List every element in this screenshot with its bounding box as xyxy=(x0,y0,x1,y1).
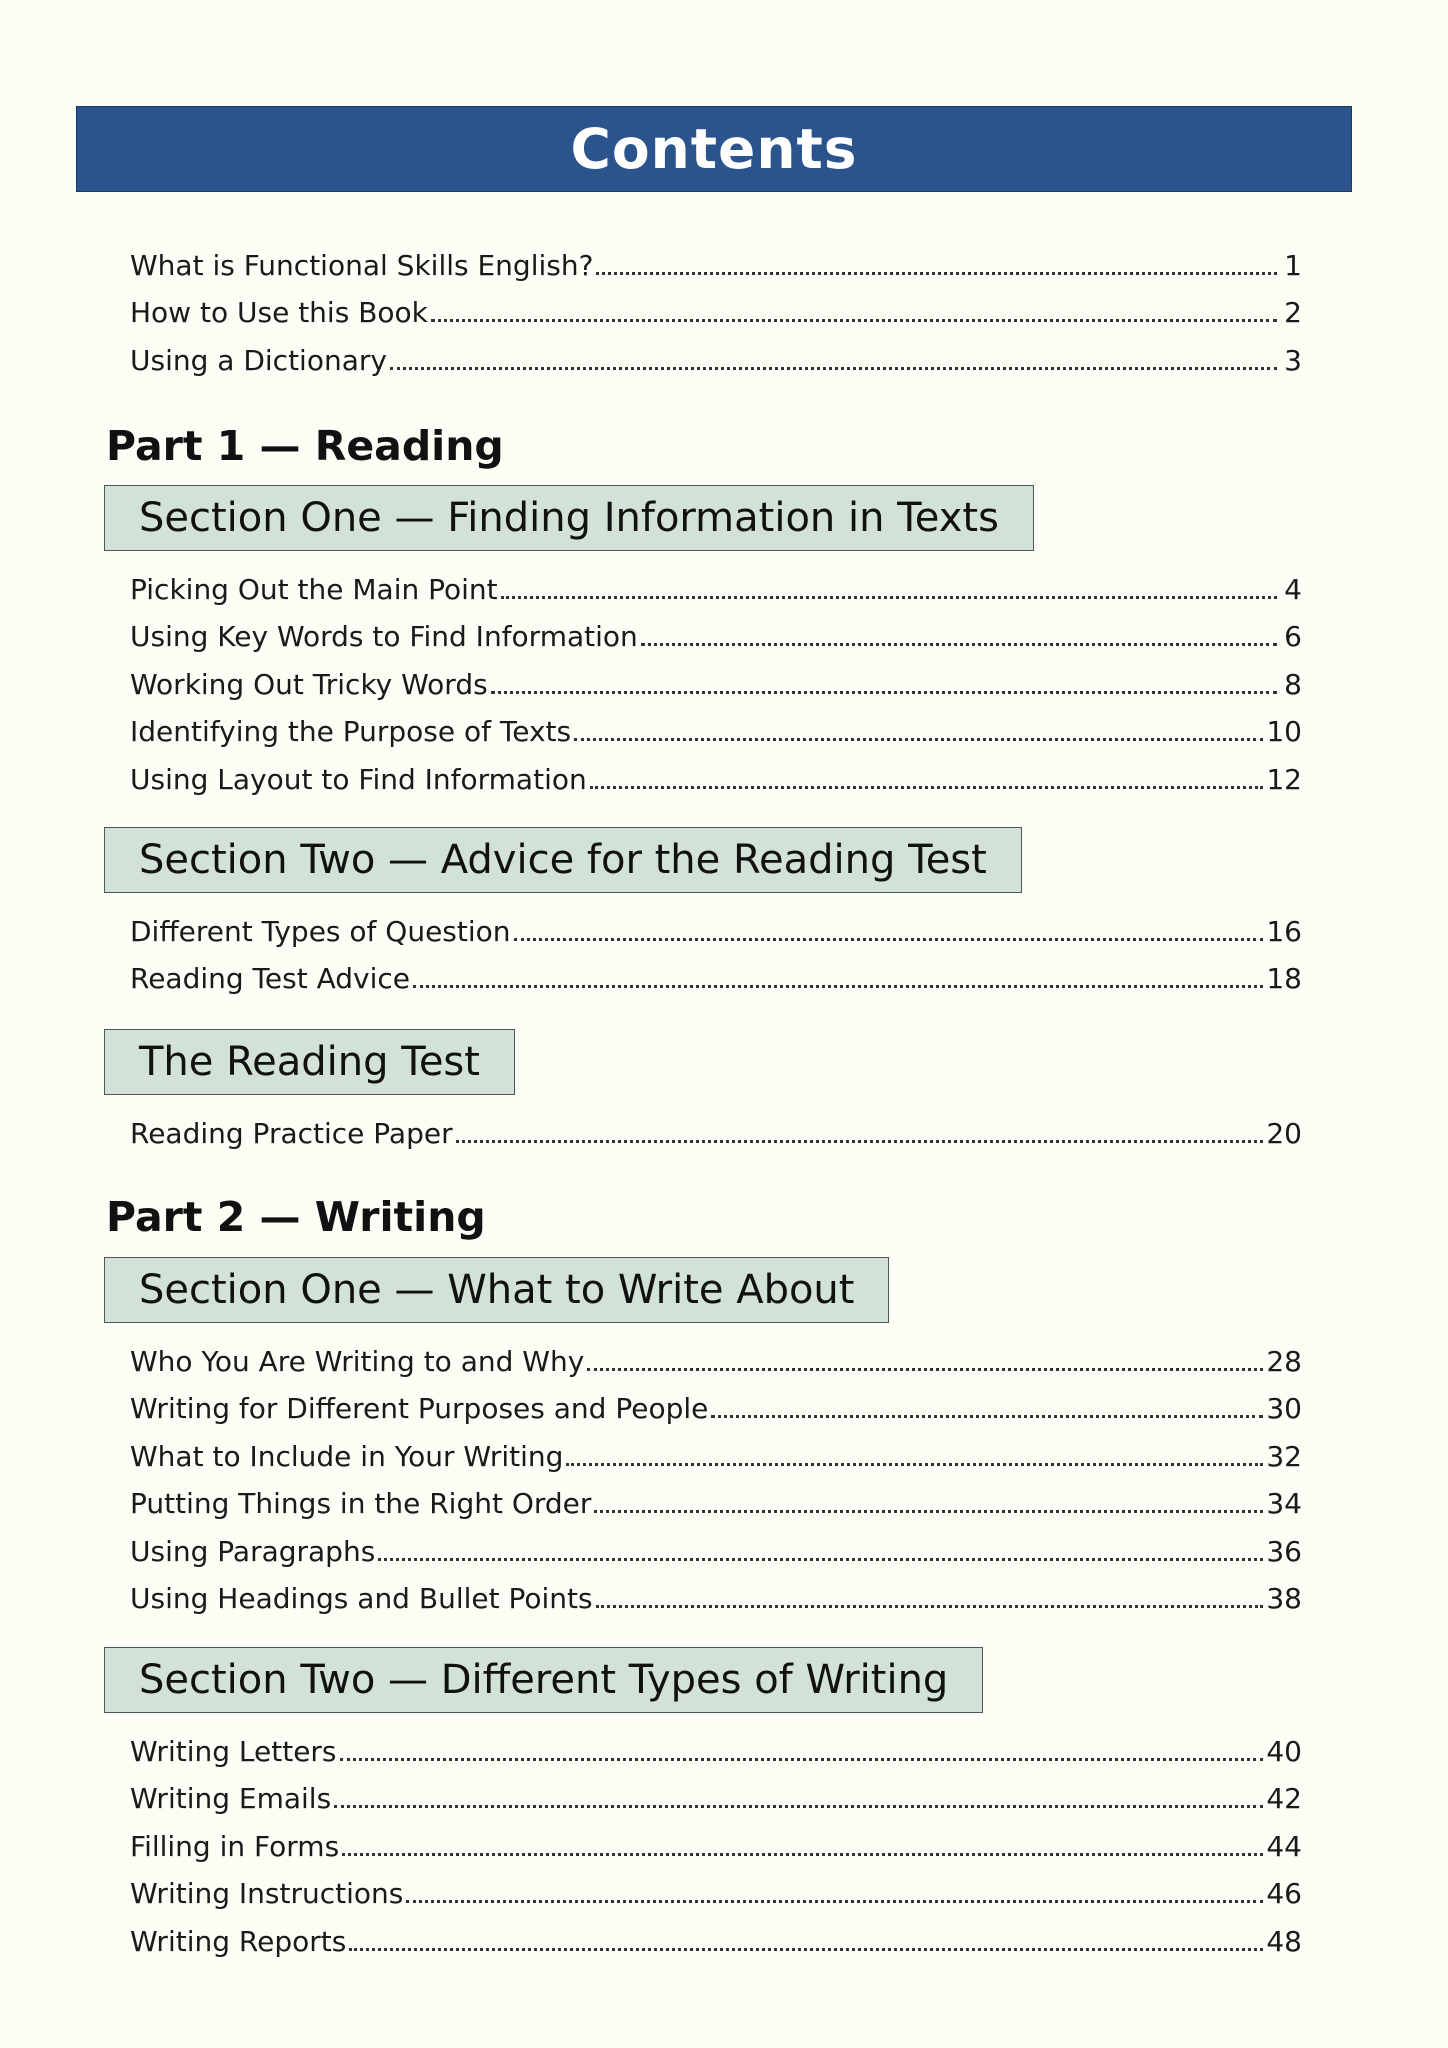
section-entries xyxy=(130,560,1302,798)
section-entries xyxy=(130,902,1302,997)
entry-page: 8 xyxy=(1284,667,1302,701)
entry-page: 6 xyxy=(1284,620,1302,653)
toc-entry[interactable] xyxy=(130,1104,1302,1152)
entry-page: 42 xyxy=(1266,1782,1302,1815)
entry-page: 16 xyxy=(1266,914,1302,948)
entry-page: 2 xyxy=(1284,296,1302,329)
entry-page: 3 xyxy=(1284,343,1302,377)
intro-entries xyxy=(130,236,1302,379)
section-entries xyxy=(130,1722,1302,1960)
toc-entry[interactable] xyxy=(130,1332,1302,1380)
entry-title: Writing Letters xyxy=(130,1734,337,1768)
section-entries xyxy=(130,1332,1302,1617)
dot-leader xyxy=(596,272,1277,275)
entry-title: Writing for Different Purposes and People xyxy=(130,1392,709,1425)
toc-entry[interactable] xyxy=(130,1770,1302,1818)
entry-page: 48 xyxy=(1266,1924,1302,1958)
entry-title: Identifying the Purpose of Texts xyxy=(130,715,572,748)
dot-leader xyxy=(378,1558,1263,1561)
dot-leader xyxy=(587,1368,1263,1371)
entry-page: 44 xyxy=(1266,1829,1302,1863)
toc-entry[interactable] xyxy=(130,1570,1302,1618)
entry-title: Writing Instructions xyxy=(130,1877,404,1910)
dot-leader xyxy=(566,1463,1263,1466)
dot-leader xyxy=(413,985,1263,988)
toc-entry[interactable] xyxy=(130,1522,1302,1570)
part-heading: Part 1 — Reading xyxy=(106,422,504,470)
toc-entry[interactable] xyxy=(130,1722,1302,1770)
entry-page: 1 xyxy=(1284,248,1302,282)
dot-leader xyxy=(574,738,1263,741)
section-heading: The Reading Test xyxy=(104,1029,515,1095)
toc-entry[interactable] xyxy=(130,1817,1302,1865)
dot-leader xyxy=(514,938,1264,941)
entry-title: Who You Are Writing to and Why xyxy=(130,1344,585,1378)
toc-entry[interactable] xyxy=(130,284,1302,332)
entry-page: 12 xyxy=(1266,762,1302,796)
entry-title: Putting Things in the Right Order xyxy=(130,1487,592,1520)
entry-title: What is Functional Skills English? xyxy=(130,248,594,282)
dot-leader xyxy=(641,643,1277,646)
dot-leader xyxy=(342,1853,1263,1856)
toc-entry[interactable] xyxy=(130,560,1302,608)
entry-page: 10 xyxy=(1266,715,1302,748)
toc-entry[interactable] xyxy=(130,1380,1302,1428)
entry-page: 32 xyxy=(1266,1439,1302,1473)
toc-entry[interactable] xyxy=(130,950,1302,998)
dot-leader xyxy=(594,1510,1263,1513)
dot-leader xyxy=(491,691,1277,694)
toc-entry[interactable] xyxy=(130,655,1302,703)
entry-page: 34 xyxy=(1266,1487,1302,1520)
entry-title: Using Layout to Find Information xyxy=(130,762,587,796)
toc-entry[interactable] xyxy=(130,236,1302,284)
dot-leader xyxy=(431,319,1277,322)
toc-entry[interactable] xyxy=(130,608,1302,656)
entry-title: What to Include in Your Writing xyxy=(130,1439,564,1473)
dot-leader xyxy=(334,1805,1263,1808)
dot-leader xyxy=(406,1900,1263,1903)
entry-title: Using Headings and Bullet Points xyxy=(130,1582,593,1615)
entry-page: 38 xyxy=(1266,1582,1302,1615)
toc-entry[interactable] xyxy=(130,1912,1302,1960)
toc-entry[interactable] xyxy=(130,1427,1302,1475)
entry-title: Working Out Tricky Words xyxy=(130,667,488,701)
dot-leader xyxy=(501,596,1277,599)
toc-entry[interactable] xyxy=(130,750,1302,798)
entry-title: Writing Reports xyxy=(130,1924,347,1958)
entry-title: Writing Emails xyxy=(130,1782,332,1815)
entry-page: 20 xyxy=(1266,1116,1302,1150)
entry-title: Reading Practice Paper xyxy=(130,1116,453,1150)
entry-title: Using a Dictionary xyxy=(130,343,387,377)
dot-leader xyxy=(390,367,1277,370)
toc-entry[interactable] xyxy=(130,1865,1302,1913)
section-heading: Section Two — Different Types of Writing xyxy=(104,1647,983,1713)
toc-entry[interactable] xyxy=(130,703,1302,751)
toc-entry[interactable] xyxy=(130,1475,1302,1523)
part-heading: Part 2 — Writing xyxy=(106,1193,486,1241)
section-entries xyxy=(130,1104,1302,1152)
dot-leader xyxy=(590,786,1264,789)
entry-page: 18 xyxy=(1266,962,1302,995)
page-title: Contents xyxy=(570,117,858,181)
entry-page: 40 xyxy=(1266,1734,1302,1768)
toc-entry[interactable] xyxy=(130,331,1302,379)
section-heading: Section One — Finding Information in Texts xyxy=(104,485,1034,551)
entry-page: 30 xyxy=(1266,1392,1302,1425)
dot-leader xyxy=(711,1415,1263,1418)
entry-page: 46 xyxy=(1266,1877,1302,1910)
entry-title: Reading Test Advice xyxy=(130,962,410,995)
dot-leader xyxy=(456,1140,1264,1143)
entry-title: How to Use this Book xyxy=(130,296,428,329)
entry-title: Using Key Words to Find Information xyxy=(130,620,638,653)
entry-title: Picking Out the Main Point xyxy=(130,572,498,606)
dot-leader xyxy=(340,1758,1264,1761)
entry-title: Filling in Forms xyxy=(130,1829,340,1863)
entry-title: Different Types of Question xyxy=(130,914,511,948)
dot-leader xyxy=(596,1605,1264,1608)
entry-title: Using Paragraphs xyxy=(130,1534,376,1568)
entry-page: 36 xyxy=(1266,1534,1302,1568)
dot-leader xyxy=(349,1948,1263,1951)
entry-page: 4 xyxy=(1284,572,1302,606)
toc-entry[interactable] xyxy=(130,902,1302,950)
contents-banner xyxy=(76,106,1352,192)
entry-page: 28 xyxy=(1266,1344,1302,1378)
section-heading: Section Two — Advice for the Reading Test xyxy=(104,827,1022,893)
section-heading: Section One — What to Write About xyxy=(104,1257,889,1323)
